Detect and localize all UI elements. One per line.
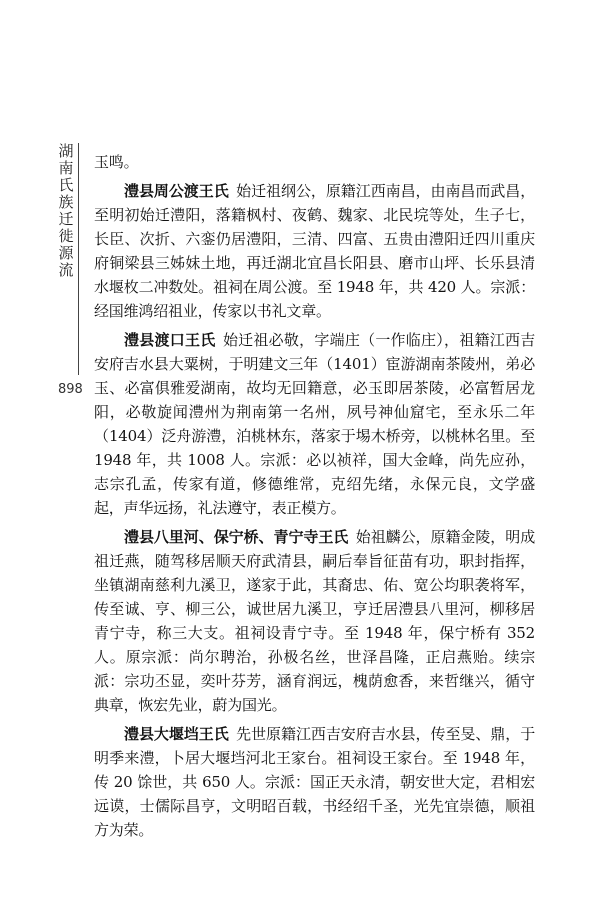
margin-divider [78,143,79,375]
clan-heading: 澧县大堰垱王氏 [124,725,229,743]
paragraph-text: 玉鸣。 [94,153,139,171]
paragraph-text: 始迁祖必敬，字端庄（一作临庄），祖籍江西吉安府吉水县大粟树，于明建文三年（1401）宦游湖南茶陵州，弟必玉、必富俱雅爱湖南，故均无回籍意，必玉即居茶陵，必富暂居龙阳，必敬旋闻澧州为荆南第一名州，夙号神仙窟宅，至永乐二年（1404）泛舟游澧，泊桃林东，落家于埸木桥旁，以桃林名里。至 1948 年，共 1008 人。宗派：必以祯祥，国大金峰，尚先应孙，志宗孔孟，传家有道，修德维常，克绍先绪，永保元良，文学盛起，声华远扬，礼法遵守，表正模方。 [94,331,535,517]
paragraph-balihe-wang [94,525,535,717]
paragraph-zhougongdu-wang [94,179,535,323]
paragraph-dukou-wang [94,328,535,520]
page-number: 898 [58,382,83,397]
paragraph-continuation [94,150,535,174]
paragraph-text: 始迁祖纲公，原籍江西南昌，由南昌而武昌，至明初始迁澧阳，落籍枫村、夜鹤、魏家、北民垸等处，生子七，长臣、次折、六銮仍居澧阳，三清、四富、五贵由澧阳迁四川重庆府铜梁县三姊妹土地，再迁湖北宜昌长阳县、磨市山坪、长乐县清水堰枚二冲数处。祖祠在周公渡。至 1948 年，共 420 人。宗派：经国维鸿绍祖业，传家以书礼文章。 [94,182,535,320]
clan-heading: 澧县渡口王氏 [124,331,216,349]
paragraph-text: 始祖麟公，原籍金陵，明成祖迁燕，随驾移居顺天府武清县，嗣后奉旨征苗有功，职封指挥，坐镇湖南慈利九溪卫，遂家于此，其裔忠、佑、宽公均职袭将军，传至诚、亨、柳三公，诚世居九溪卫，亨迁居澧县八里河，柳移居青宁寺，称三大支。祖祠设青宁寺。至 1948 年，保宁桥有 352 人。原宗派：尚尔聘治，孙极名丝，世泽昌隆，正启燕贻。续宗派：宗功丕显，奕叶芬芳，涵育润远，槐荫愈香，来哲继兴，循守典章，恢宏先业，蔚为国光。 [94,528,535,714]
clan-heading: 澧县周公渡王氏 [124,182,229,200]
running-book-title: 湖南氏族迁徙源流 [58,142,74,279]
page-body [94,150,535,847]
paragraph-dayandang-wang [94,722,535,842]
clan-heading: 澧县八里河、保宁桥、青宁寺王氏 [124,528,349,546]
paragraph-text: 先世原籍江西吉安府吉水县，传至旻、鼎，于明季来澧，卜居大堰垱河北王家台。祖祠设王家台。至 1948 年，传 20 馀世，共 650 人。宗派：国正天永清，朝安世大定，君相宏远谟，士儒际昌亨，文明昭百载，书经绍千圣，光先宜崇德，顺祖方为荣。 [94,725,535,839]
